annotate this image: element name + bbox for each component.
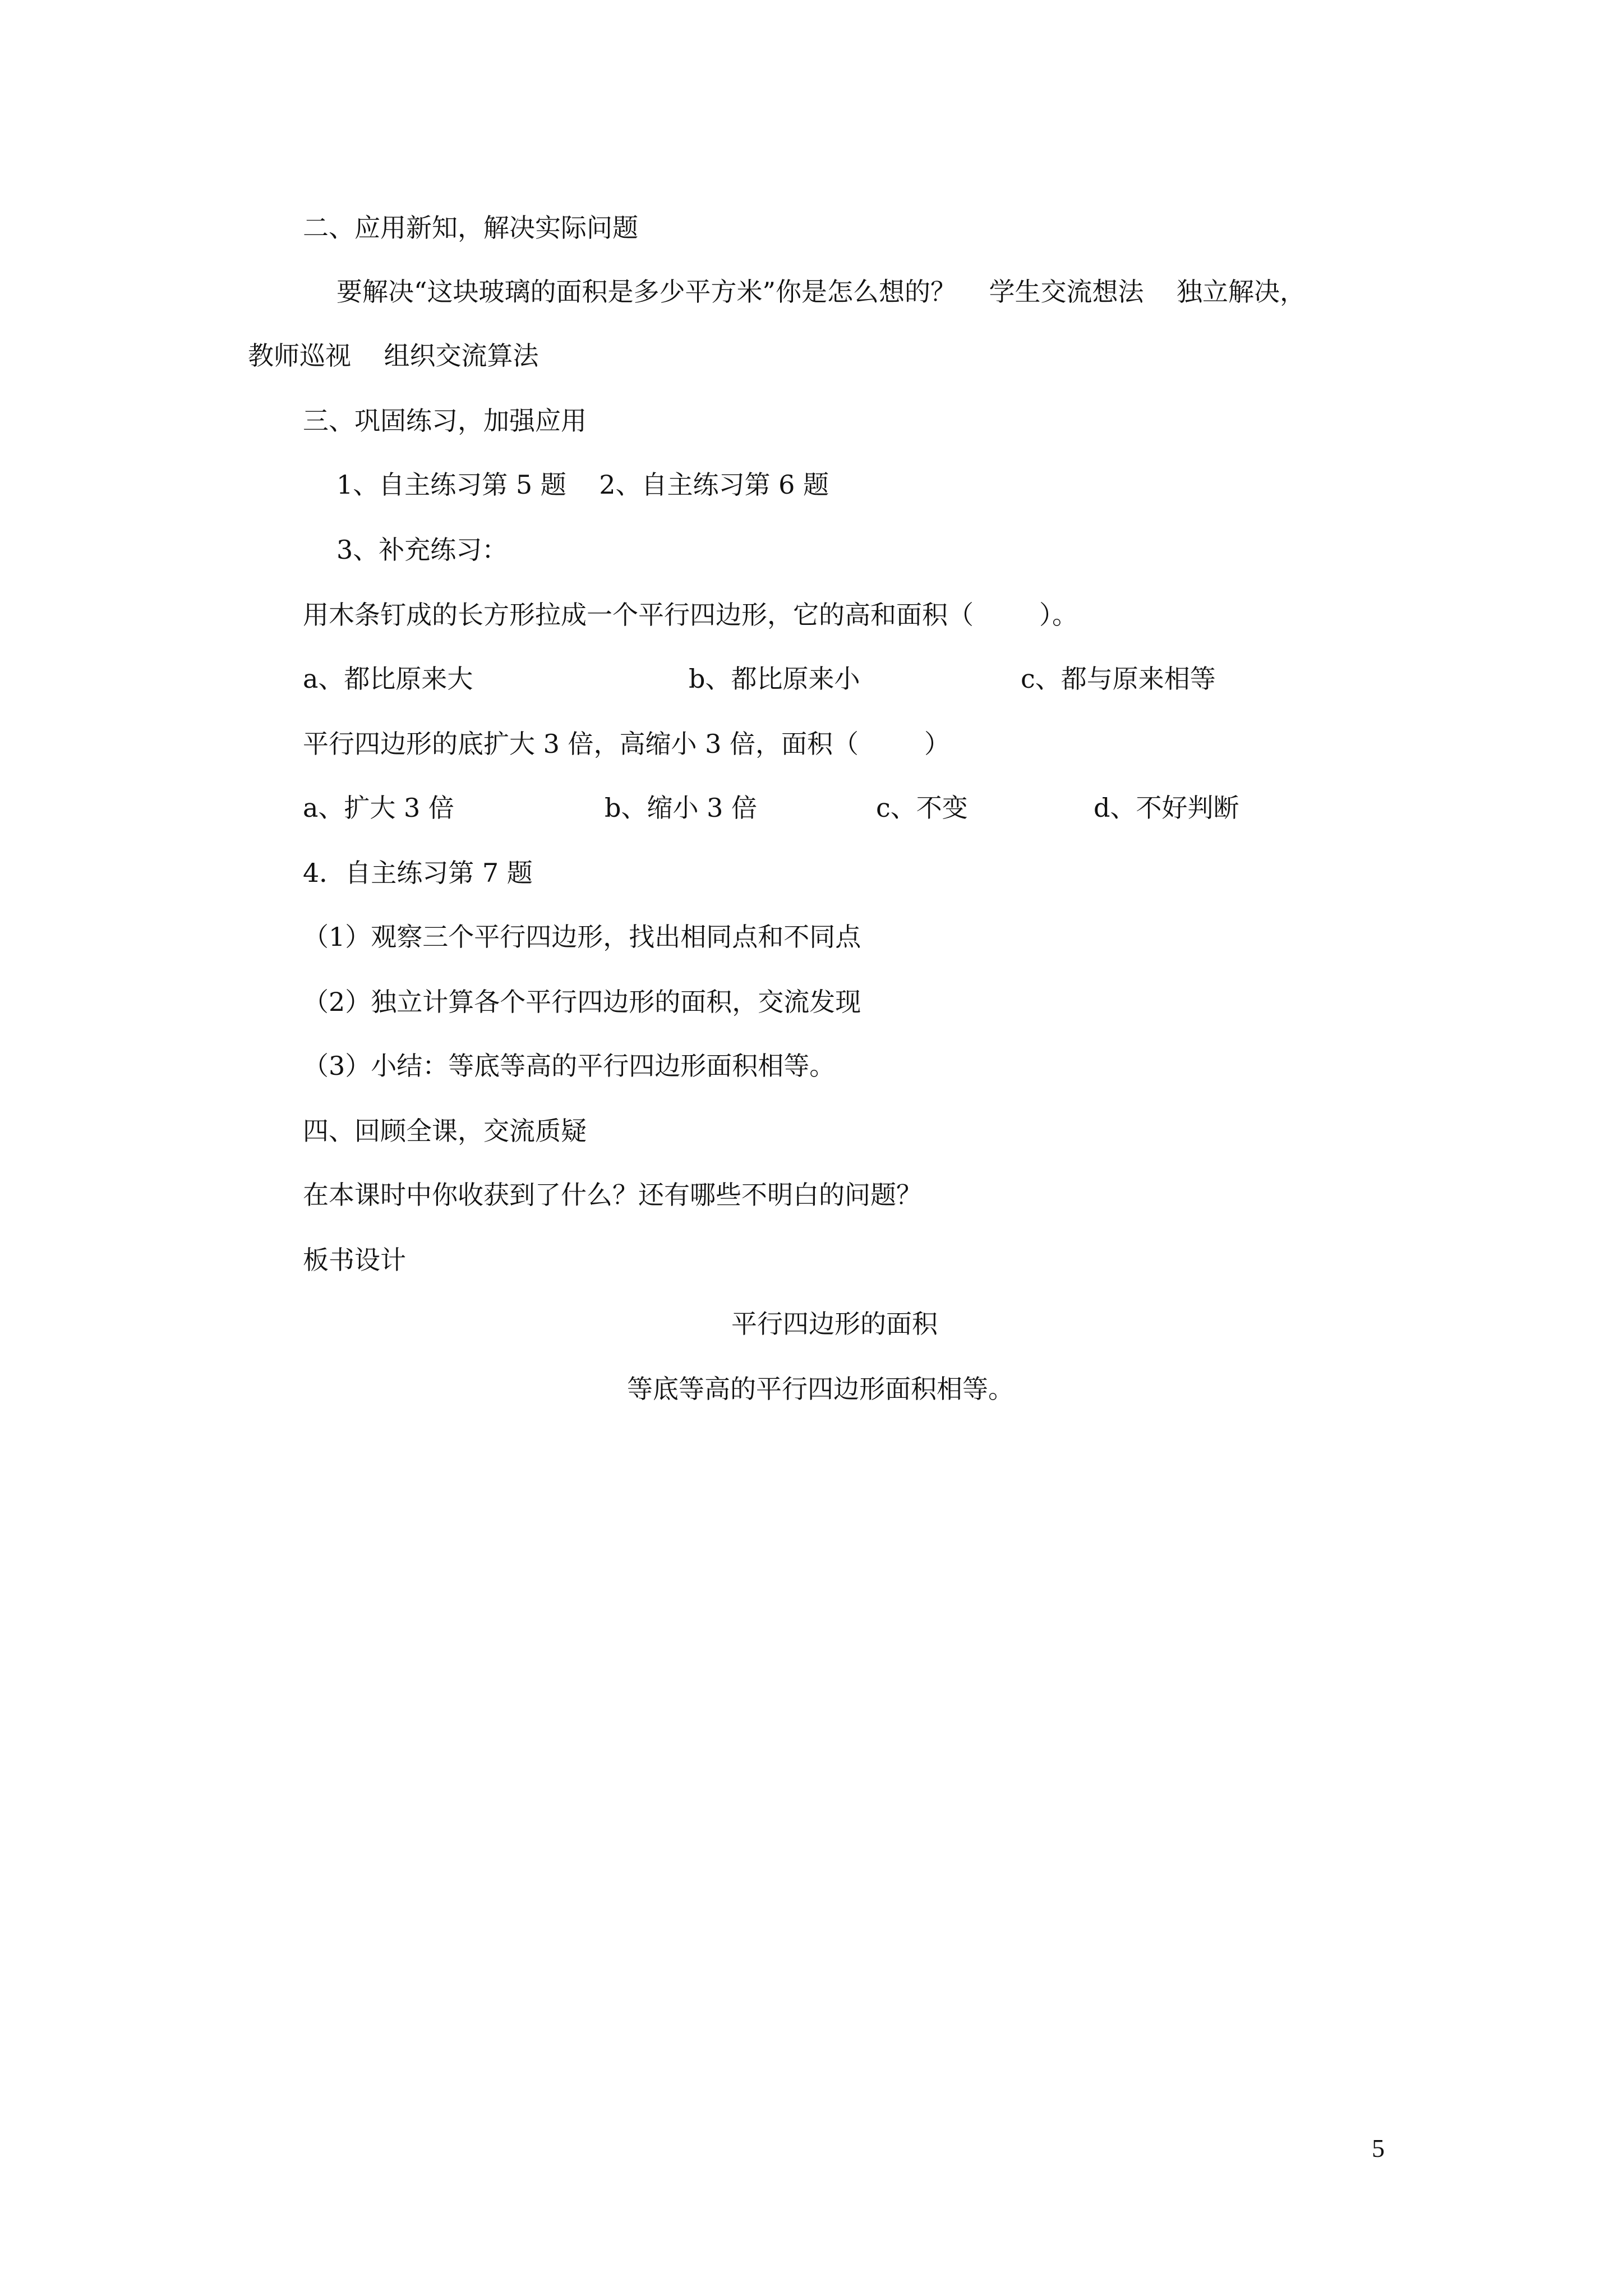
exercise-7-item-3: （3）小结：等底等高的平行四边形面积相等。 bbox=[303, 1051, 836, 1081]
question-2-option-b: b、缩小 3 倍 bbox=[605, 793, 757, 823]
section2-paragraph-line1: 要解决“这块玻璃的面积是多少平方米”你是怎么想的？ 学生交流想法 独立解决， bbox=[336, 277, 1306, 307]
question-2-option-a: a、扩大 3 倍 bbox=[303, 793, 454, 823]
board-conclusion: 等底等高的平行四边形面积相等。 bbox=[627, 1374, 1014, 1404]
section4-text: 在本课时中你收获到了什么？还有哪些不明白的问题？ bbox=[303, 1180, 922, 1210]
question-1-option-c: c、都与原来相等 bbox=[1021, 664, 1216, 694]
section2-paragraph-line2: 教师巡视 组织交流算法 bbox=[248, 341, 539, 371]
board-design-label: 板书设计 bbox=[303, 1245, 406, 1275]
exercise-7-item-1: （1）观察三个平行四边形，找出相同点和不同点 bbox=[303, 922, 861, 952]
section4-heading: 四、回顾全课，交流质疑 bbox=[303, 1116, 587, 1146]
exercise-5-6-line: 1、自主练习第 5 题 2、自主练习第 6 题 bbox=[336, 470, 829, 500]
supplementary-exercise-label: 3、补充练习： bbox=[336, 535, 508, 565]
page-number: 5 bbox=[1372, 2134, 1385, 2162]
section3-heading: 三、巩固练习，加强应用 bbox=[303, 406, 587, 436]
question-2-option-c: c、不变 bbox=[876, 793, 968, 823]
exercise-7-item-2: （2）独立计算各个平行四边形的面积，交流发现 bbox=[303, 987, 861, 1017]
question-1-option-a: a、都比原来大 bbox=[303, 664, 473, 694]
question-1-text: 用木条钉成的长方形拉成一个平行四边形，它的高和面积（ ）。 bbox=[303, 600, 1078, 630]
board-title: 平行四边形的面积 bbox=[731, 1309, 938, 1339]
question-1-option-b: b、都比原来小 bbox=[689, 664, 860, 694]
exercise-7-label: 4．自主练习第 7 题 bbox=[303, 858, 533, 888]
question-2-text: 平行四边形的底扩大 3 倍，高缩小 3 倍，面积（ ） bbox=[303, 729, 950, 759]
question-2-option-d: d、不好判断 bbox=[1094, 793, 1239, 823]
section2-heading: 二、应用新知，解决实际问题 bbox=[303, 213, 638, 243]
